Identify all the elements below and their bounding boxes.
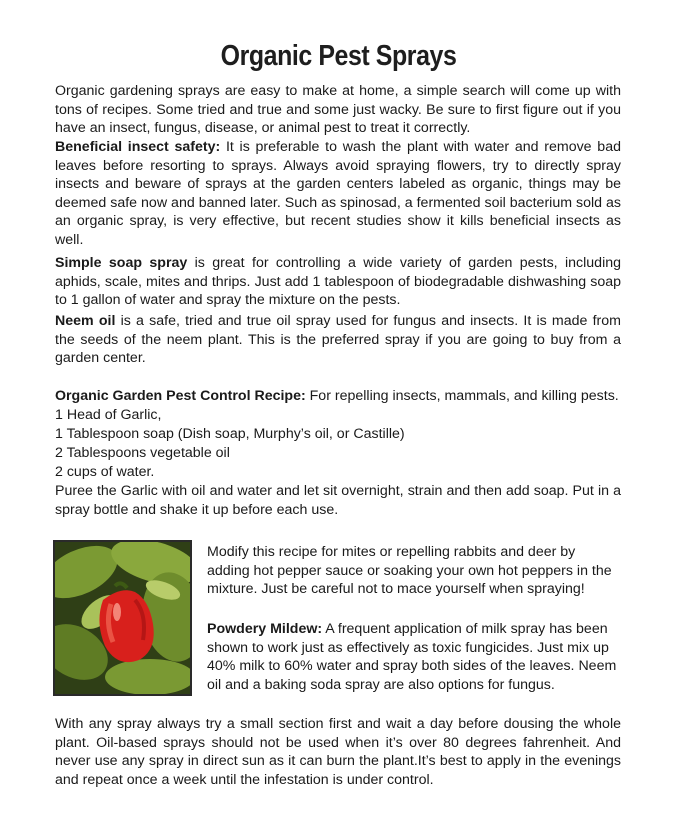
neem-label: Neem oil <box>55 313 116 329</box>
intro-paragraph: Organic gardening sprays are easy to make at home, a simple search will come up with tons of recipes. Some tried and true and some just wacky. Be sure to first figure out if you have an insect, fungus, disease, or animal pest to treat it correctly. <box>55 83 621 137</box>
page-title: Organic Pest Sprays <box>220 40 457 72</box>
red-pepper-image <box>55 542 190 694</box>
recipe-heading <box>55 387 621 406</box>
red-pepper-photo <box>53 540 192 696</box>
mildew-paragraph <box>207 620 621 694</box>
mildew-label: Powdery Mildew: <box>207 621 323 637</box>
neem-text: is a safe, tried and true oil spray used for fungus and insects. It is made from the seeds of the neem plant. This is the preferred spray if you are going to buy from a garden center. <box>55 313 621 367</box>
ingredient-item: 2 Tablespoons vegetable oil <box>55 445 230 461</box>
ingredient-item: 2 cups of water. <box>55 464 155 480</box>
ingredient-item: 1 Tablespoon soap (Dish soap, Murphy’s oil, or Castille) <box>55 426 405 442</box>
recipe-label: Organic Garden Pest Control Recipe: <box>55 388 306 404</box>
closing-paragraph: With any spray always try a small section first and wait a day before dousing the whole plant. Oil-based sprays should not be used when it’s over 80 degrees fahrenheit. And never use any spray in direct sun as it can burn the plant.It’s best to apply in the evenings and repeat once a week until the infestation is under control. <box>55 716 621 788</box>
soap-text: is great for controlling a wide variety of garden pests, including aphids, scale, mites and thrips. Just add 1 tablespoon of biodegradable dishwashing soap to 1 gallon of water and spray the mixture on the pests. <box>55 255 622 309</box>
soap-label: Simple soap spray <box>55 255 188 271</box>
ingredient-item: 1 Head of Garlic, <box>55 407 162 423</box>
soap-paragraph <box>55 254 621 310</box>
recipe-text: For repelling insects, mammals, and killing pests. <box>305 388 619 404</box>
beneficial-text: It is preferable to wash the plant with water and remove bad leaves before resorting to sprays. Always avoid spraying flowers, try to directly spray insects and beware of sprays at the garden centers labeled as organic, things may be deemed safe now and banned later. Such as spinosad, a fermented soil bacterium sold as an organic spray, is very effective, but recent studies show it kills beneficial insects as well. <box>55 139 621 248</box>
modify-paragraph: Modify this recipe for mites or repelling rabbits and deer by adding hot pepper sauce or soaking your own hot peppers in the mixture. Just be careful not to mace yourself when spraying! <box>207 544 612 598</box>
recipe-instructions: Puree the Garlic with oil and water and let sit overnight, strain and then add soap. Put in a spray bottle and shake it up before each use. <box>55 483 621 518</box>
neem-paragraph <box>55 312 621 368</box>
mildew-text: A frequent application of milk spray has been shown to work just as effectively as toxic fungicides. Just mix up 40% milk to 60% water and spray both sides of the leaves. Neem oil and a baking soda spray are also options for fungus. <box>207 621 617 693</box>
beneficial-label: Beneficial insect safety: <box>55 139 221 155</box>
beneficial-paragraph <box>55 138 621 250</box>
